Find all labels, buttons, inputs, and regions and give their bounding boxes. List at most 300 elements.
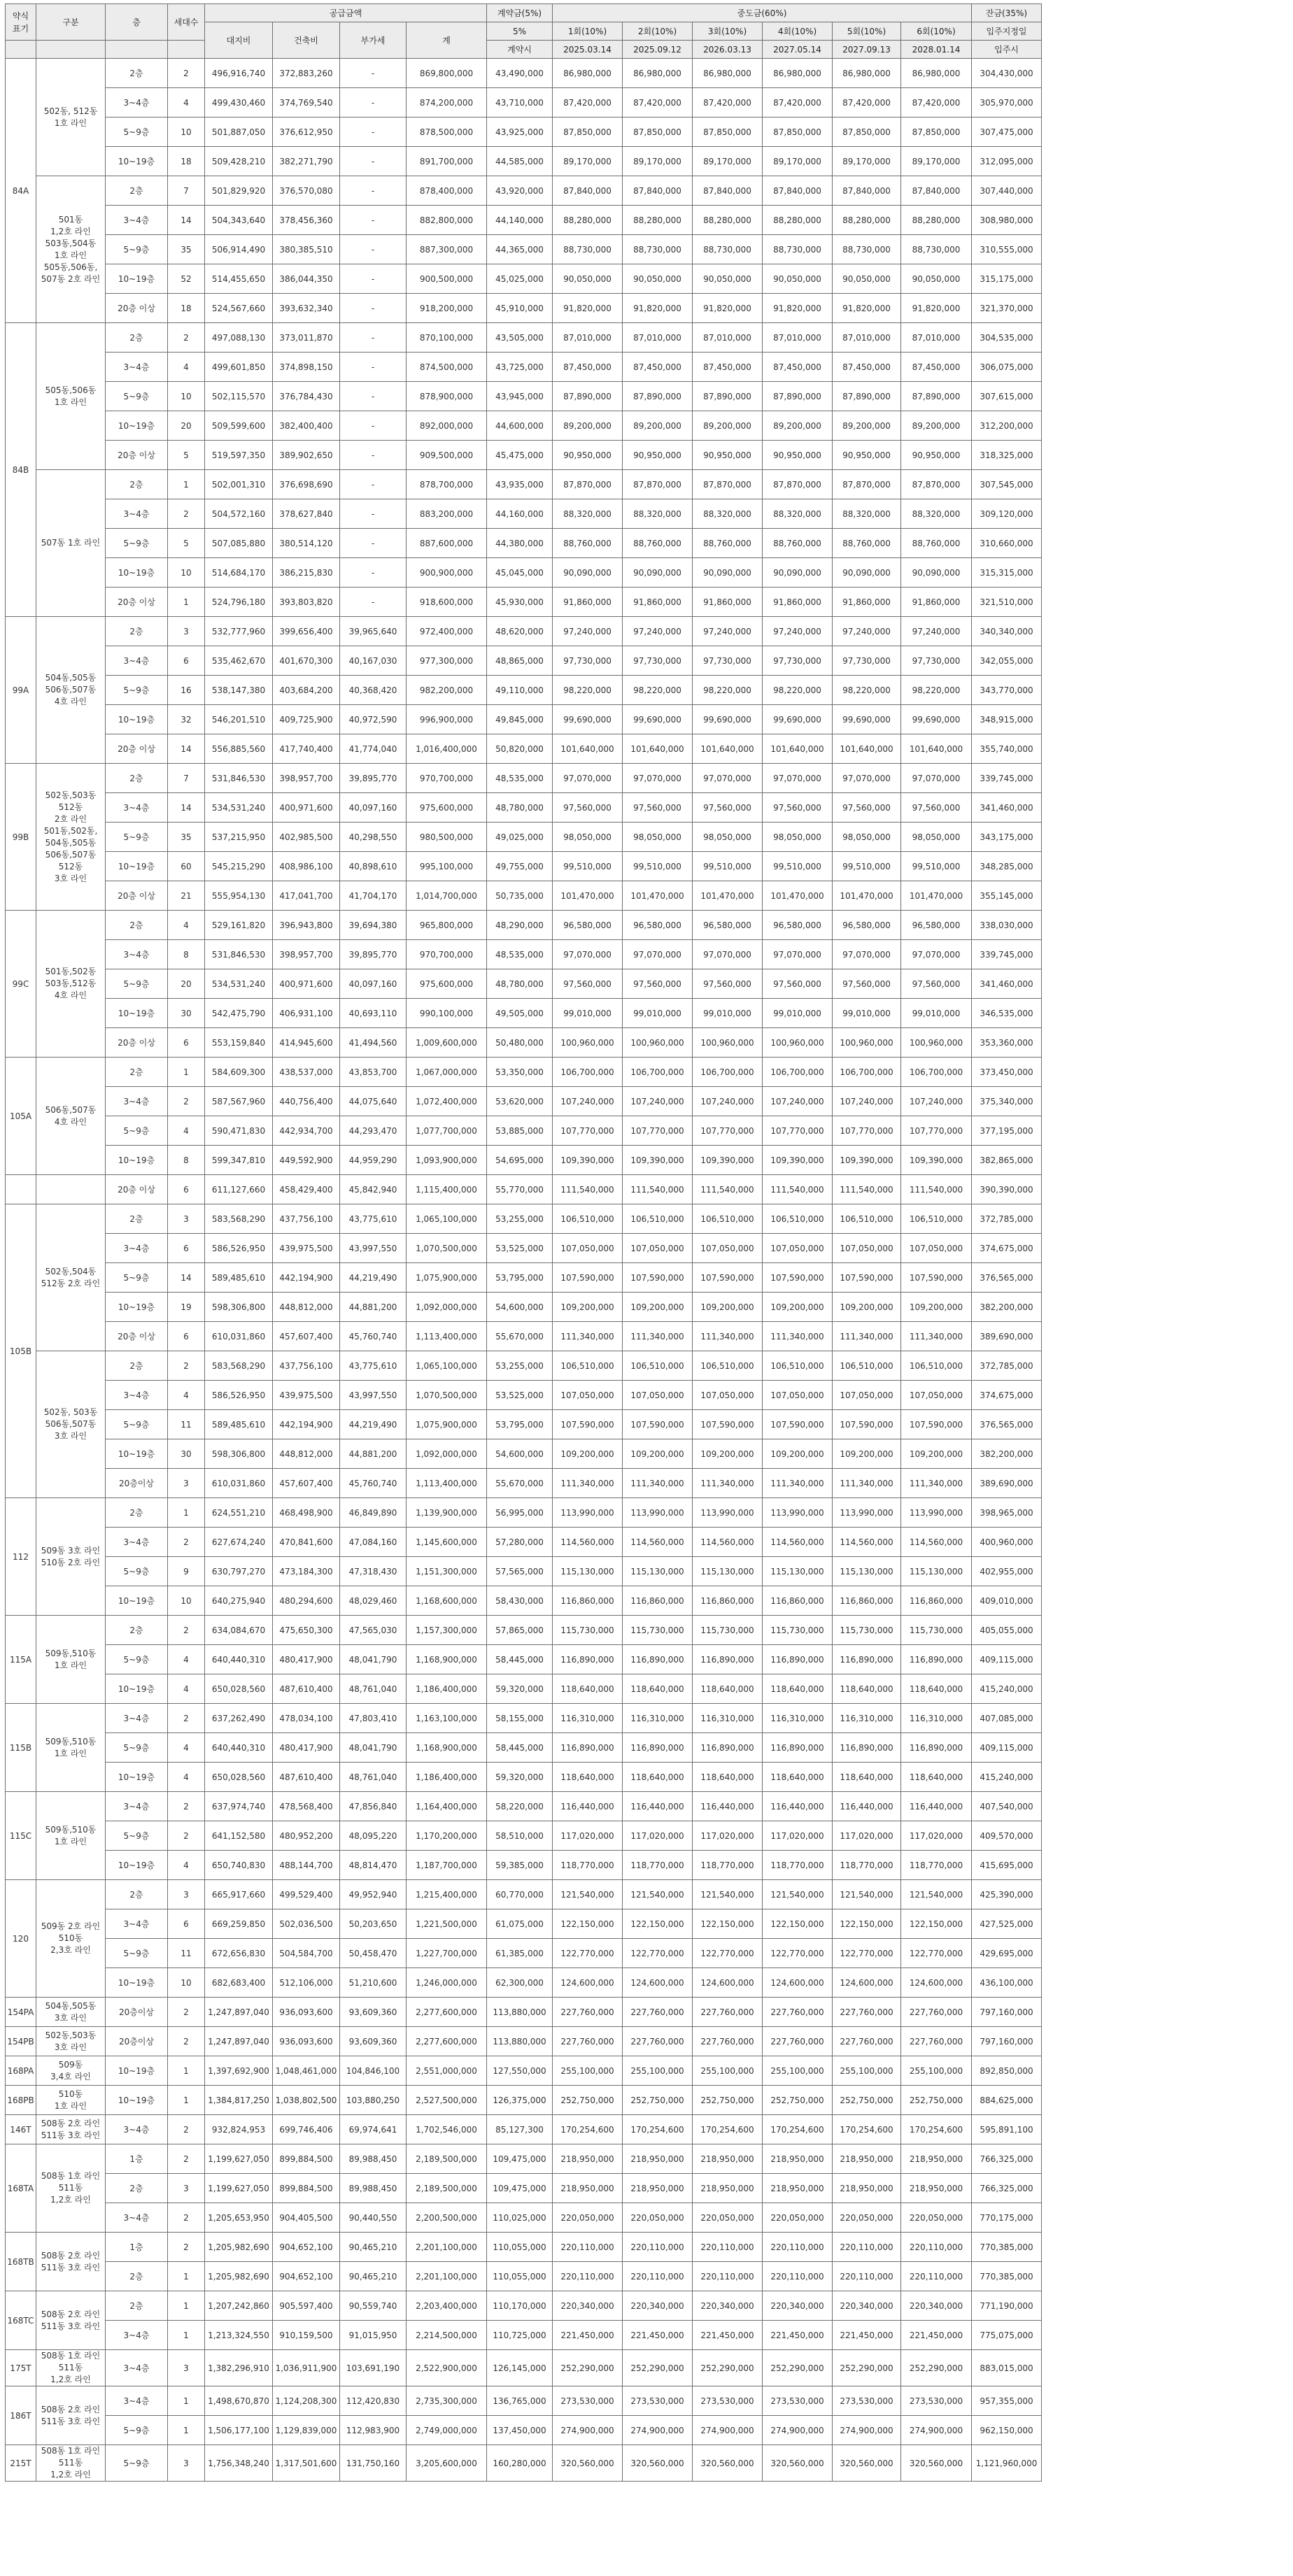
contract-deposit: 58,155,000 [487,1704,553,1733]
contract-deposit: 44,380,000 [487,529,553,558]
middle-payment: 170,254,600 [763,2115,833,2144]
middle-payment: 88,280,000 [763,206,833,235]
middle-payment: 117,020,000 [901,1821,972,1851]
supply-price-table [5,3,1042,2482]
middle-payment: 99,510,000 [763,852,833,881]
contract-deposit: 44,140,000 [487,206,553,235]
middle-payment: 106,510,000 [763,1204,833,1234]
floor-range: 3~4층 [106,353,168,382]
middle-payment: 116,860,000 [693,1586,763,1616]
contract-deposit: 43,725,000 [487,353,553,382]
middle-payment: 116,310,000 [833,1704,901,1733]
middle-payment: 87,010,000 [553,323,623,353]
header-row3-spacer [168,41,205,59]
total-price: 1,157,300,000 [407,1616,487,1645]
middle-payment: 97,070,000 [693,764,763,793]
balance-payment: 892,850,000 [972,2056,1042,2086]
middle-payment: 90,950,000 [833,441,901,470]
middle-payment: 97,070,000 [901,940,972,969]
total-price: 874,200,000 [407,88,487,118]
middle-payment: 88,760,000 [623,529,693,558]
total-price: 1,070,500,000 [407,1234,487,1263]
unit-line-group: 508동 2호 라인 511동 3호 라인 [36,2291,106,2350]
floor-range: 3~4층 [106,1792,168,1821]
contract-deposit: 59,320,000 [487,1674,553,1704]
middle-payment: 220,050,000 [833,2203,901,2233]
total-price: 980,500,000 [407,823,487,852]
balance-payment: 376,565,000 [972,1263,1042,1293]
middle-payment: 114,560,000 [901,1528,972,1557]
middle-payment: 88,320,000 [901,499,972,529]
middle-payment: 87,010,000 [901,323,972,353]
middle-payment: 88,730,000 [901,235,972,264]
middle-payment: 101,640,000 [693,734,763,764]
middle-payment: 87,870,000 [693,470,763,499]
table-row [6,1851,1042,1880]
middle-payment: 87,890,000 [553,382,623,411]
land-cost: 1,384,817,250 [205,2086,273,2115]
contract-deposit: 45,930,000 [487,588,553,617]
middle-payment: 97,070,000 [553,764,623,793]
middle-payment: 218,950,000 [763,2144,833,2174]
building-cost: 382,271,790 [273,147,340,176]
building-cost: 442,194,900 [273,1263,340,1293]
middle-payment: 99,010,000 [553,999,623,1028]
type-code: 99A [6,617,36,764]
table-row [6,1792,1042,1821]
floor-range: 10~19층 [106,558,168,588]
contract-deposit: 48,780,000 [487,969,553,999]
unit-count: 5 [168,529,205,558]
total-price: 887,600,000 [407,529,487,558]
total-price: 2,201,100,000 [407,2233,487,2262]
vat-amount: 104,846,100 [340,2056,407,2086]
total-price: 909,500,000 [407,441,487,470]
balance-payment: 382,200,000 [972,1293,1042,1322]
middle-payment: 221,450,000 [901,2321,972,2350]
unit-count: 14 [168,1263,205,1293]
vat-amount: 45,760,740 [340,1469,407,1498]
middle-payment: 99,690,000 [763,705,833,734]
vat-amount: 45,760,740 [340,1322,407,1351]
vat-amount: - [340,499,407,529]
floor-range: 10~19층 [106,1674,168,1704]
balance-payment: 1,121,960,000 [972,2445,1042,2482]
middle-payment: 220,050,000 [901,2203,972,2233]
header-installment-date: 2027.09.13 [833,41,901,59]
building-cost: 904,652,100 [273,2262,340,2291]
building-cost: 457,607,400 [273,1322,340,1351]
balance-payment: 373,450,000 [972,1058,1042,1087]
middle-payment: 118,640,000 [833,1674,901,1704]
land-cost: 1,498,670,870 [205,2386,273,2416]
middle-payment: 116,860,000 [901,1586,972,1616]
balance-payment: 425,390,000 [972,1880,1042,1909]
balance-payment: 377,195,000 [972,1116,1042,1146]
middle-payment: 88,730,000 [833,235,901,264]
middle-payment: 98,050,000 [693,823,763,852]
middle-payment: 116,440,000 [763,1792,833,1821]
type-code: 84B [6,323,36,617]
unit-count: 1 [168,2262,205,2291]
building-cost: 442,194,900 [273,1410,340,1439]
middle-payment: 88,730,000 [693,235,763,264]
table-row [6,823,1042,852]
total-price: 918,600,000 [407,588,487,617]
middle-payment: 97,240,000 [901,617,972,646]
contract-deposit: 55,670,000 [487,1322,553,1351]
contract-deposit: 110,025,000 [487,2203,553,2233]
contract-deposit: 43,490,000 [487,59,553,88]
middle-payment: 97,560,000 [553,793,623,823]
unit-count: 52 [168,264,205,294]
middle-payment: 87,870,000 [553,470,623,499]
floor-range: 2층 [106,1351,168,1381]
middle-payment: 109,390,000 [553,1146,623,1175]
middle-payment: 109,200,000 [833,1439,901,1469]
balance-payment: 315,175,000 [972,264,1042,294]
total-price: 1,113,400,000 [407,1469,487,1498]
table-row [6,1616,1042,1645]
total-price: 2,527,500,000 [407,2086,487,2115]
middle-payment: 107,590,000 [763,1410,833,1439]
middle-payment: 221,450,000 [553,2321,623,2350]
middle-payment: 116,440,000 [623,1792,693,1821]
contract-deposit: 49,845,000 [487,705,553,734]
middle-payment: 97,070,000 [553,940,623,969]
unit-line-group: 505동,506동 1호 라인 [36,323,106,470]
middle-payment: 89,170,000 [623,147,693,176]
unit-line-group: 508동 2호 라인 511동 3호 라인 [36,2386,106,2445]
balance-payment: 382,200,000 [972,1439,1042,1469]
unit-count: 7 [168,176,205,206]
balance-payment: 306,075,000 [972,353,1042,382]
total-price: 1,075,900,000 [407,1263,487,1293]
land-cost: 650,740,830 [205,1851,273,1880]
table-row [6,2086,1042,2115]
middle-payment: 106,510,000 [553,1351,623,1381]
middle-payment: 220,340,000 [763,2291,833,2321]
table-row [6,1557,1042,1586]
unit-count: 1 [168,1498,205,1528]
vat-amount: 41,774,040 [340,734,407,764]
unit-count: 6 [168,1909,205,1939]
total-price: 970,700,000 [407,940,487,969]
middle-payment: 121,540,000 [623,1880,693,1909]
balance-payment: 389,690,000 [972,1322,1042,1351]
table-row [6,1469,1042,1498]
total-price: 977,300,000 [407,646,487,676]
table-row [6,881,1042,911]
table-row [6,1821,1042,1851]
unit-count: 9 [168,1557,205,1586]
floor-range: 3~4층 [106,1909,168,1939]
balance-payment: 307,615,000 [972,382,1042,411]
unit-line-group: 504동,505동 506동,507동 4호 라인 [36,617,106,764]
land-cost: 1,247,897,040 [205,2027,273,2056]
middle-payment: 87,890,000 [833,382,901,411]
balance-payment: 427,525,000 [972,1909,1042,1939]
middle-payment: 97,070,000 [833,940,901,969]
middle-payment: 100,960,000 [763,1028,833,1058]
floor-range: 2층 [106,2262,168,2291]
middle-payment: 220,110,000 [553,2262,623,2291]
middle-payment: 91,860,000 [763,588,833,617]
middle-payment: 97,730,000 [901,646,972,676]
floor-range: 20층 이상 [106,1175,168,1204]
total-price: 1,702,546,000 [407,2115,487,2144]
contract-deposit: 54,600,000 [487,1439,553,1469]
middle-payment: 97,070,000 [763,764,833,793]
middle-payment: 106,510,000 [833,1204,901,1234]
header-installment-label: 2회(10%) [623,22,693,41]
floor-range: 10~19층 [106,1586,168,1616]
vat-amount: 44,219,490 [340,1263,407,1293]
middle-payment: 106,700,000 [901,1058,972,1087]
table-row [6,764,1042,793]
balance-payment: 321,510,000 [972,588,1042,617]
middle-payment: 111,540,000 [553,1175,623,1204]
middle-payment: 89,170,000 [901,147,972,176]
header-installment-label: 1회(10%) [553,22,623,41]
vat-amount: - [340,382,407,411]
floor-range: 2층 [106,2291,168,2321]
floor-range: 10~19층 [106,264,168,294]
land-cost: 542,475,790 [205,999,273,1028]
type-code: 168TA [6,2144,36,2233]
contract-deposit: 49,110,000 [487,676,553,705]
middle-payment: 90,950,000 [693,441,763,470]
contract-deposit: 48,535,000 [487,940,553,969]
building-cost: 374,898,150 [273,353,340,382]
contract-deposit: 59,385,000 [487,1851,553,1880]
contract-deposit: 44,160,000 [487,499,553,529]
unit-count: 14 [168,734,205,764]
middle-payment: 88,280,000 [901,206,972,235]
land-cost: 545,215,290 [205,852,273,881]
balance-payment: 348,915,000 [972,705,1042,734]
land-cost: 624,551,210 [205,1498,273,1528]
contract-deposit: 54,695,000 [487,1146,553,1175]
unit-line-group: 506동,507동 4호 라인 [36,1058,106,1175]
header-installment-date: 2026.03.13 [693,41,763,59]
middle-payment: 107,050,000 [901,1381,972,1410]
land-cost: 532,777,960 [205,617,273,646]
type-code: 84A [6,59,36,323]
middle-payment: 107,050,000 [901,1234,972,1263]
unit-count: 8 [168,940,205,969]
middle-payment: 89,200,000 [833,411,901,441]
land-cost: 504,343,640 [205,206,273,235]
building-cost: 402,985,500 [273,823,340,852]
building-cost: 449,592,900 [273,1146,340,1175]
middle-payment: 107,590,000 [623,1263,693,1293]
middle-payment: 118,640,000 [693,1763,763,1792]
vat-amount: 91,015,950 [340,2321,407,2350]
middle-payment: 87,840,000 [623,176,693,206]
vat-amount: 44,881,200 [340,1293,407,1322]
total-price: 1,077,700,000 [407,1116,487,1146]
unit-count: 2 [168,2233,205,2262]
middle-payment: 122,150,000 [553,1909,623,1939]
middle-payment: 122,150,000 [833,1909,901,1939]
middle-payment: 87,870,000 [901,470,972,499]
table-row [6,1234,1042,1263]
total-price: 1,168,600,000 [407,1586,487,1616]
vat-amount: - [340,411,407,441]
table-row [6,1674,1042,1704]
building-cost: 400,971,600 [273,793,340,823]
middle-payment: 109,200,000 [763,1439,833,1469]
type-code: 168TC [6,2291,36,2350]
middle-payment: 107,770,000 [553,1116,623,1146]
vat-amount: - [340,558,407,588]
vat-amount: 51,210,600 [340,1968,407,1998]
unit-count: 10 [168,1968,205,1998]
floor-range: 5~9층 [106,969,168,999]
middle-payment: 274,900,000 [693,2416,763,2445]
contract-deposit: 45,910,000 [487,294,553,323]
type-code: 146T [6,2115,36,2144]
header-contract-when: 계약시 [487,41,553,59]
total-price: 883,200,000 [407,499,487,529]
total-price: 887,300,000 [407,235,487,264]
total-price: 900,900,000 [407,558,487,588]
middle-payment: 255,100,000 [763,2056,833,2086]
middle-payment: 88,730,000 [763,235,833,264]
contract-deposit: 45,025,000 [487,264,553,294]
floor-range: 5~9층 [106,235,168,264]
header-land-cost: 대지비 [205,22,273,59]
building-cost: 936,093,600 [273,1998,340,2027]
middle-payment: 121,540,000 [553,1880,623,1909]
middle-payment: 86,980,000 [693,59,763,88]
building-cost: 386,044,350 [273,264,340,294]
middle-payment: 115,730,000 [623,1616,693,1645]
middle-payment: 88,280,000 [693,206,763,235]
vat-amount: 40,298,550 [340,823,407,852]
vat-amount: - [340,118,407,147]
floor-range: 10~19층 [106,999,168,1028]
table-row [6,441,1042,470]
contract-deposit: 59,320,000 [487,1763,553,1792]
middle-payment: 118,640,000 [763,1674,833,1704]
middle-payment: 97,560,000 [833,793,901,823]
middle-payment: 99,510,000 [553,852,623,881]
table-row [6,1704,1042,1733]
total-price: 1,187,700,000 [407,1851,487,1880]
middle-payment: 90,950,000 [763,441,833,470]
balance-payment: 382,865,000 [972,1146,1042,1175]
middle-payment: 116,860,000 [763,1586,833,1616]
header-building-cost: 건축비 [273,22,340,59]
middle-payment: 107,590,000 [901,1410,972,1439]
middle-payment: 107,050,000 [763,1381,833,1410]
middle-payment: 170,254,600 [901,2115,972,2144]
vat-amount: 43,997,550 [340,1234,407,1263]
floor-range: 5~9층 [106,2445,168,2482]
contract-deposit: 58,220,000 [487,1792,553,1821]
total-price: 975,600,000 [407,969,487,999]
middle-payment: 97,560,000 [901,969,972,999]
middle-payment: 115,130,000 [833,1557,901,1586]
contract-deposit: 53,255,000 [487,1204,553,1234]
balance-payment: 797,160,000 [972,1998,1042,2027]
building-cost: 488,144,700 [273,1851,340,1880]
middle-payment: 87,840,000 [763,176,833,206]
middle-payment: 97,560,000 [833,969,901,999]
balance-payment: 307,440,000 [972,176,1042,206]
middle-payment: 90,050,000 [901,264,972,294]
floor-range: 2층 [106,1616,168,1645]
building-cost: 372,883,260 [273,59,340,88]
building-cost: 499,529,400 [273,1880,340,1909]
total-price: 1,163,100,000 [407,1704,487,1733]
middle-payment: 227,760,000 [623,2027,693,2056]
middle-payment: 101,470,000 [901,881,972,911]
total-price: 2,189,500,000 [407,2174,487,2203]
land-cost: 506,914,490 [205,235,273,264]
floor-range: 10~19층 [106,1293,168,1322]
floor-range: 3~4층 [106,1234,168,1263]
middle-payment: 116,890,000 [901,1645,972,1674]
middle-payment: 111,340,000 [693,1469,763,1498]
middle-payment: 109,390,000 [763,1146,833,1175]
unit-count: 1 [168,1058,205,1087]
middle-payment: 220,050,000 [623,2203,693,2233]
middle-payment: 122,150,000 [763,1909,833,1939]
contract-deposit: 137,450,000 [487,2416,553,2445]
contract-deposit: 50,820,000 [487,734,553,764]
contract-deposit: 109,475,000 [487,2144,553,2174]
unit-count: 4 [168,1674,205,1704]
middle-payment: 98,220,000 [623,676,693,705]
middle-payment: 87,450,000 [833,353,901,382]
unit-line-group: 502동,503동 3호 라인 [36,2027,106,2056]
middle-payment: 88,730,000 [623,235,693,264]
table-row [6,1586,1042,1616]
total-price: 3,205,600,000 [407,2445,487,2482]
vat-amount: 39,965,640 [340,617,407,646]
balance-payment: 340,340,000 [972,617,1042,646]
unit-line-group: 509동 2호 라인 510동 2,3호 라인 [36,1880,106,1998]
middle-payment: 113,990,000 [693,1498,763,1528]
floor-range: 20층 이상 [106,588,168,617]
land-cost: 501,887,050 [205,118,273,147]
middle-payment: 115,730,000 [833,1616,901,1645]
middle-payment: 88,320,000 [553,499,623,529]
middle-payment: 107,240,000 [833,1087,901,1116]
total-price: 1,072,400,000 [407,1087,487,1116]
land-cost: 1,199,627,050 [205,2144,273,2174]
header-balance: 잔금(35%) [972,4,1042,22]
total-price: 874,500,000 [407,353,487,382]
vat-amount: 93,609,360 [340,1998,407,2027]
balance-payment: 304,430,000 [972,59,1042,88]
middle-payment: 227,760,000 [763,1998,833,2027]
middle-payment: 220,340,000 [553,2291,623,2321]
middle-payment: 218,950,000 [901,2144,972,2174]
middle-payment: 88,760,000 [693,529,763,558]
middle-payment: 100,960,000 [553,1028,623,1058]
contract-deposit: 113,880,000 [487,1998,553,2027]
price-table-container [5,3,1042,2482]
contract-deposit: 126,145,000 [487,2350,553,2386]
middle-payment: 96,580,000 [623,911,693,940]
header-units: 세대수 [168,4,205,41]
table-row [6,1322,1042,1351]
balance-payment: 415,240,000 [972,1763,1042,1792]
